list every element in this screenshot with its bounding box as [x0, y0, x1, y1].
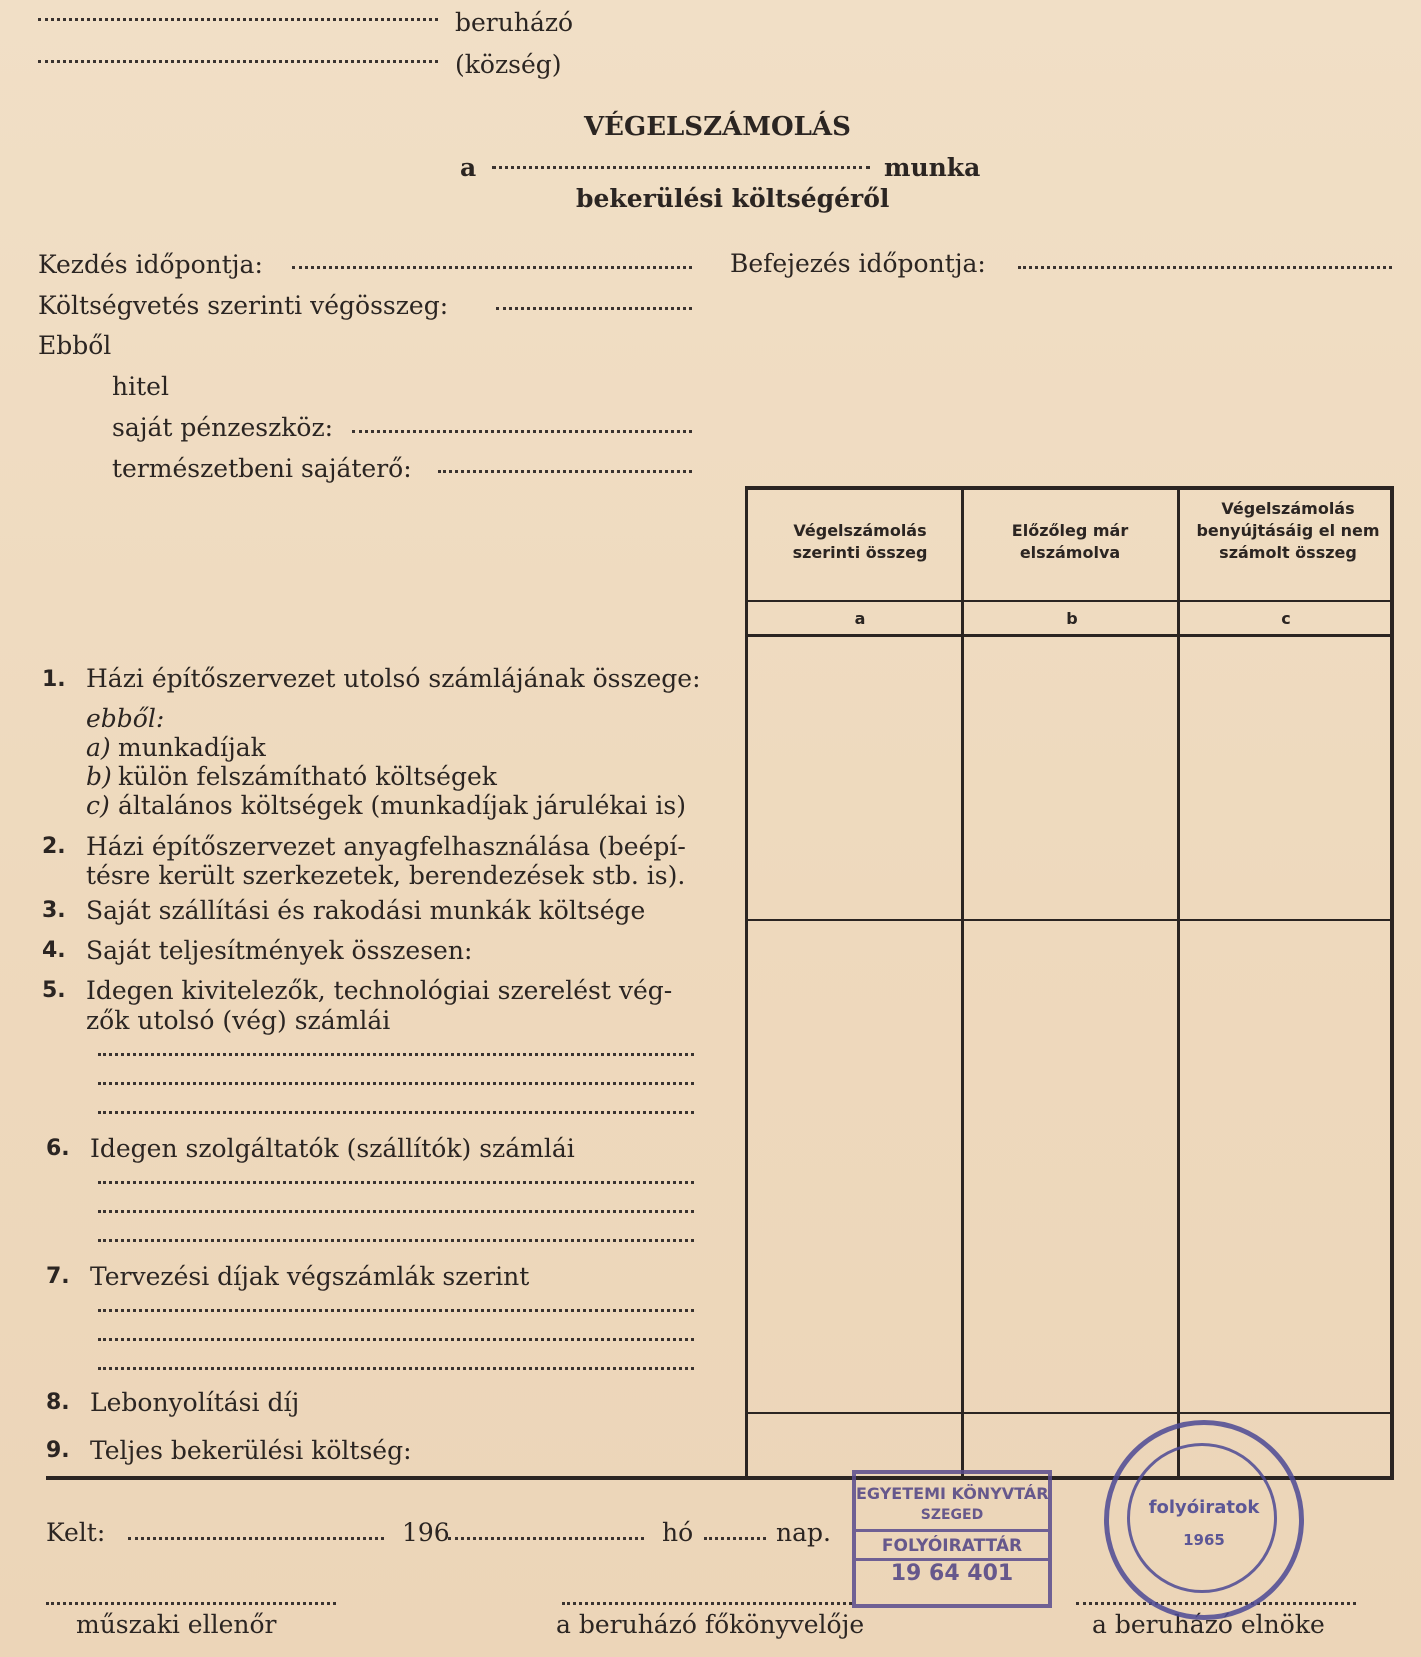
day-line — [704, 1537, 766, 1540]
item-number: 6. — [46, 1136, 70, 1161]
item-text: Teljes bekerülési költség: — [90, 1436, 412, 1465]
stamp-text: SZEGED — [920, 1507, 984, 1523]
table-top-border — [745, 486, 1393, 490]
day-label: nap. — [776, 1518, 831, 1547]
item-text: Tervezési díjak végszámlák szerint — [90, 1262, 530, 1291]
start-date-label: Kezdés időpontja: — [38, 250, 263, 279]
item-text: külön felszámítható költségek — [118, 762, 497, 791]
dotted-line — [98, 1111, 694, 1114]
end-date-line — [1018, 266, 1392, 269]
stamp-text: folyóiratok — [1148, 1497, 1260, 1518]
stamp-text: FOLYÓIRATTÁR — [856, 1529, 1048, 1556]
item-number: b) — [86, 762, 112, 791]
column-letter-a: a — [854, 609, 866, 628]
item-text: Saját szállítási és rakodási munkák költsége — [86, 896, 646, 925]
item-text: Idegen szolgáltatók (szállítók) számlái — [90, 1134, 575, 1163]
item-number: 1. — [42, 667, 66, 692]
item-number: 7. — [46, 1264, 70, 1289]
dotted-line — [98, 1367, 694, 1370]
library-stamp-rect — [852, 1470, 1052, 1608]
table-row-divider-2 — [745, 1412, 1393, 1414]
own-funds-label: saját pénzeszköz: — [112, 413, 334, 442]
item-text: munkadíjak — [118, 733, 266, 762]
in-kind-label: természetbeni sajáterő: — [112, 454, 412, 483]
stamp-inner-ring — [1127, 1443, 1277, 1593]
dotted-line — [98, 1053, 694, 1056]
item-text: tésre került szerkezetek, berendezések stb. is). — [86, 861, 686, 890]
item-number: 9. — [46, 1438, 70, 1463]
column-header-c: Végelszámolás benyújtásáig el nem számolt összeg — [1196, 499, 1380, 562]
table-header-divider — [745, 600, 1393, 602]
subtitle-suffix: munka — [884, 153, 981, 182]
signature-line — [562, 1602, 852, 1605]
month-label: hó — [662, 1518, 694, 1547]
item-text: Házi építőszervezet utolsó számlájának összege: — [86, 664, 701, 693]
of-which-label: Ebből — [38, 331, 112, 360]
stamp-text: 19 64 401 — [856, 1558, 1048, 1586]
credit-label: hitel — [112, 372, 169, 401]
stamp-text: 1965 — [1183, 1531, 1225, 1549]
own-funds-line — [352, 430, 692, 433]
item-text: ebből: — [86, 704, 165, 733]
signature-line — [46, 1602, 336, 1605]
library-stamp-round — [1104, 1420, 1304, 1620]
subtitle-prefix: a — [460, 153, 477, 182]
item-text: zők utolsó (vég) számlái — [86, 1006, 391, 1035]
subtitle-line2: bekerülési költségéről — [576, 184, 890, 213]
year-line — [448, 1537, 644, 1540]
dotted-line — [98, 1338, 694, 1341]
dotted-line — [98, 1210, 694, 1213]
village-dotted-line — [38, 60, 438, 63]
column-header-b: Előzőleg már elszámolva — [1011, 521, 1129, 562]
date-place-line — [128, 1537, 384, 1540]
budget-line — [496, 307, 692, 310]
village-label: (község) — [455, 50, 562, 79]
item-number: 2. — [42, 834, 66, 859]
item-text: Idegen kivitelezők, technológiai szerelést vég- — [86, 976, 673, 1005]
table-row-divider-1 — [745, 919, 1393, 921]
signature-label-chairman: a beruházó elnöke — [1092, 1610, 1325, 1639]
item-number: c) — [86, 791, 110, 820]
dotted-line — [98, 1309, 694, 1312]
column-letter-c: c — [1281, 609, 1291, 628]
dotted-line — [98, 1239, 694, 1242]
table-letter-divider — [745, 634, 1393, 637]
budget-label: Költségvetés szerinti végösszeg: — [38, 291, 449, 320]
item-number: 4. — [42, 938, 66, 963]
item-number: 5. — [42, 978, 66, 1003]
end-date-label: Befejezés időpontja: — [730, 249, 986, 278]
in-kind-line — [438, 470, 692, 473]
item-text: Házi építőszervezet anyagfelhasználása (beépí- — [86, 832, 686, 861]
signature-label-engineer: műszaki ellenőr — [76, 1610, 277, 1639]
item-number: 8. — [46, 1390, 70, 1415]
date-label: Kelt: — [46, 1518, 106, 1547]
item-number: a) — [86, 733, 111, 762]
dotted-line — [98, 1181, 694, 1184]
year-prefix: 196 — [402, 1518, 450, 1547]
start-date-line — [292, 266, 692, 269]
item-text: Lebonyolítási díj — [90, 1388, 300, 1417]
column-header-a: Végelszámolás szerinti összeg — [792, 521, 928, 562]
dotted-line — [98, 1082, 694, 1085]
work-dotted-line — [492, 166, 870, 169]
signature-label-accountant: a beruházó főkönyvelője — [556, 1610, 865, 1639]
item-text: Saját teljesítmények összesen: — [86, 936, 473, 965]
document-title: VÉGELSZÁMOLÁS — [584, 112, 851, 142]
investor-label: beruházó — [455, 8, 574, 37]
column-letter-b: b — [1066, 609, 1078, 628]
item-number: 3. — [42, 898, 66, 923]
investor-dotted-line — [38, 18, 438, 21]
stamp-text: EGYETEMI KÖNYVTÁR — [856, 1484, 1049, 1503]
item-text: általános költségek (munkadíjak járulékai is) — [118, 791, 686, 820]
